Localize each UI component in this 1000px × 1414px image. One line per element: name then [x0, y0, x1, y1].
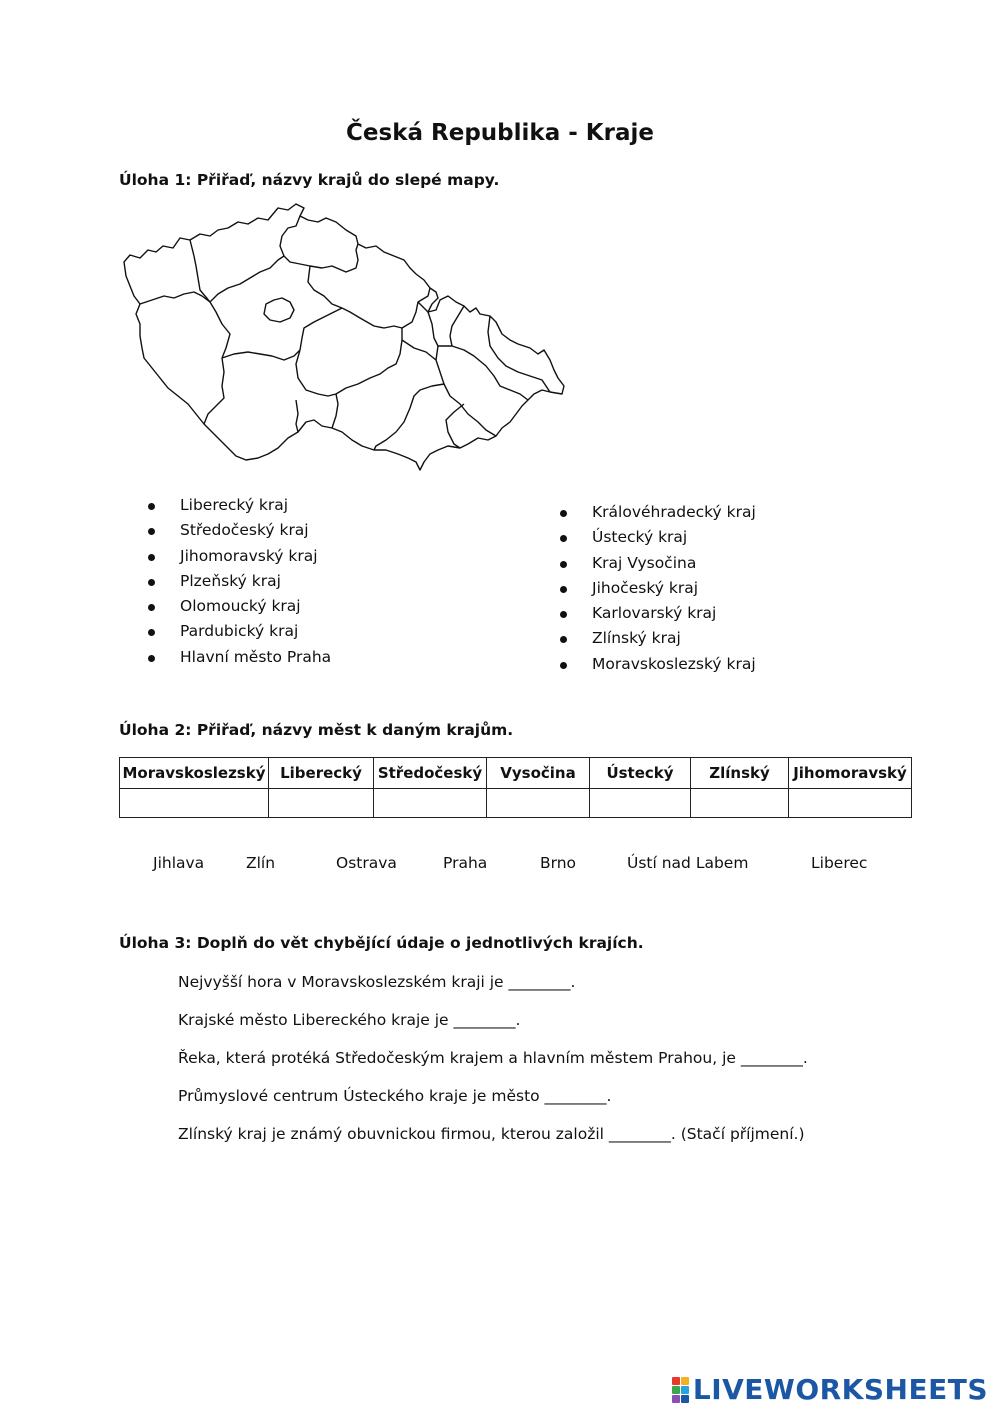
- column-header: Jihomoravský: [789, 758, 912, 789]
- table-header-row: [120, 758, 912, 789]
- column-header: Vysočina: [487, 758, 590, 789]
- list-item: Moravskoslezský kraj: [560, 652, 756, 677]
- fill-in-sentence[interactable]: Nejvyšší hora v Moravskoslezském kraji je ________.: [178, 973, 576, 991]
- drop-cell[interactable]: [691, 789, 789, 818]
- task1-heading: Úloha 1: Přiřaď, názvy krajů do slepé mapy.: [119, 171, 500, 189]
- list-item: Hlavní město Praha: [148, 645, 331, 670]
- list-item: Královéhradecký kraj: [560, 500, 756, 525]
- column-header: Středočeský: [374, 758, 487, 789]
- list-item: Jihočeský kraj: [560, 576, 756, 601]
- drop-cell[interactable]: [374, 789, 487, 818]
- drop-cell[interactable]: [269, 789, 374, 818]
- column-header: Moravskoslezský: [120, 758, 269, 789]
- list-item: Liberecký kraj: [148, 493, 331, 518]
- logo-text: LIVEWORKSHEETS: [692, 1373, 988, 1406]
- column-header: Liberecký: [269, 758, 374, 789]
- region-city-table: [119, 757, 912, 818]
- table-row: [120, 789, 912, 818]
- city-word[interactable]: Ústí nad Labem: [627, 854, 749, 872]
- czech-regions-blank-map: [118, 200, 570, 480]
- drop-cell[interactable]: [590, 789, 691, 818]
- city-word[interactable]: Zlín: [246, 854, 276, 872]
- fill-in-sentences: [178, 970, 808, 1160]
- region-list-left: [148, 493, 331, 670]
- drop-cell[interactable]: [120, 789, 269, 818]
- city-word[interactable]: Jihlava: [153, 854, 205, 872]
- column-header: Zlínský: [691, 758, 789, 789]
- list-item: Zlínský kraj: [560, 626, 756, 651]
- city-word[interactable]: Liberec: [811, 854, 868, 872]
- fill-in-sentence[interactable]: Krajské město Libereckého kraje je ________.: [178, 1011, 521, 1029]
- task2-heading: Úloha 2: Přiřaď, názvy měst k daným krajům.: [119, 721, 514, 739]
- list-item: Pardubický kraj: [148, 619, 331, 644]
- list-item: Kraj Vysočina: [560, 551, 756, 576]
- column-header: Ústecký: [590, 758, 691, 789]
- city-word[interactable]: Brno: [540, 854, 577, 872]
- city-word[interactable]: Praha: [443, 854, 488, 872]
- task3-heading: Úloha 3: Doplň do vět chybějící údaje o jednotlivých krajích.: [119, 934, 644, 952]
- city-word[interactable]: Ostrava: [336, 854, 397, 872]
- liveworksheets-logo: [672, 1373, 988, 1406]
- map-outline: [124, 204, 564, 470]
- drop-cell[interactable]: [789, 789, 912, 818]
- list-item: Jihomoravský kraj: [148, 544, 331, 569]
- drop-cell[interactable]: [487, 789, 590, 818]
- list-item: Středočeský kraj: [148, 518, 331, 543]
- logo-icon: [672, 1377, 689, 1403]
- fill-in-sentence[interactable]: Zlínský kraj je známý obuvnickou firmou, kterou založil ________. (Stačí příjmení.): [178, 1125, 805, 1143]
- list-item: Plzeňský kraj: [148, 569, 331, 594]
- page-title: Česká Republika - Kraje: [346, 120, 654, 146]
- fill-in-sentence[interactable]: Řeka, která protéká Středočeským krajem a hlavním městem Prahou, je ________.: [178, 1049, 808, 1067]
- region-list-right: [560, 500, 756, 677]
- list-item: Karlovarský kraj: [560, 601, 756, 626]
- list-item: Ústecký kraj: [560, 525, 756, 550]
- list-item: Olomoucký kraj: [148, 594, 331, 619]
- fill-in-sentence[interactable]: Průmyslové centrum Ústeckého kraje je město ________.: [178, 1087, 612, 1105]
